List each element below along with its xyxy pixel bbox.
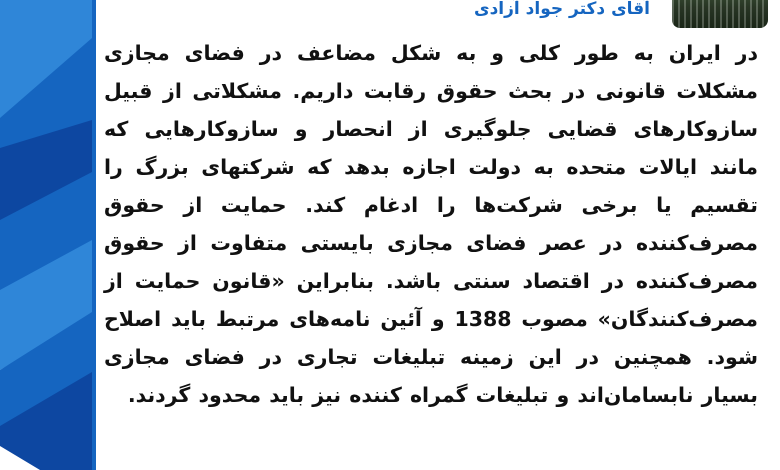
speaker-photo [672, 0, 768, 28]
left-decorative-panel [0, 0, 92, 470]
bottom-cutoff [96, 464, 780, 470]
header [96, 0, 780, 30]
content-area [96, 30, 768, 470]
speaker-name: آقای دکتر جواد آزادی [473, 0, 650, 19]
body-paragraph: در ایران به طور کلی و به شکل مضاعف در فضای مجازی مشکلات قانونی در بحث حقوق رقابت داریم. مشکلاتی از قبیل سازوکارهای قضایی جلوگیری از انحصار و سازوکارهایی که مانند ایالات متحده به دولت اجازه بدهد که شرکتهای بزرگ را تقسیم یا برخی شرکت‌ها را ادغام کند. حمایت از حقوق مصرف‌کننده در عصر فضای مجازی بایستی متفاوت از حقوق مصرف‌کننده در اقتصاد سنتی باشد. بنابراین «قانون حمایت از مصرف‌کنندگان» مصوب 1388 و آئین نامه‌های مرتبط باید اصلاح شود. همچنین در این زمینه تبلیغات تجاری در فضای مجازی بسیار نابسامان‌اند و تبلیغات گمراه کننده نیز باید محدود گردند. [104, 41, 758, 407]
